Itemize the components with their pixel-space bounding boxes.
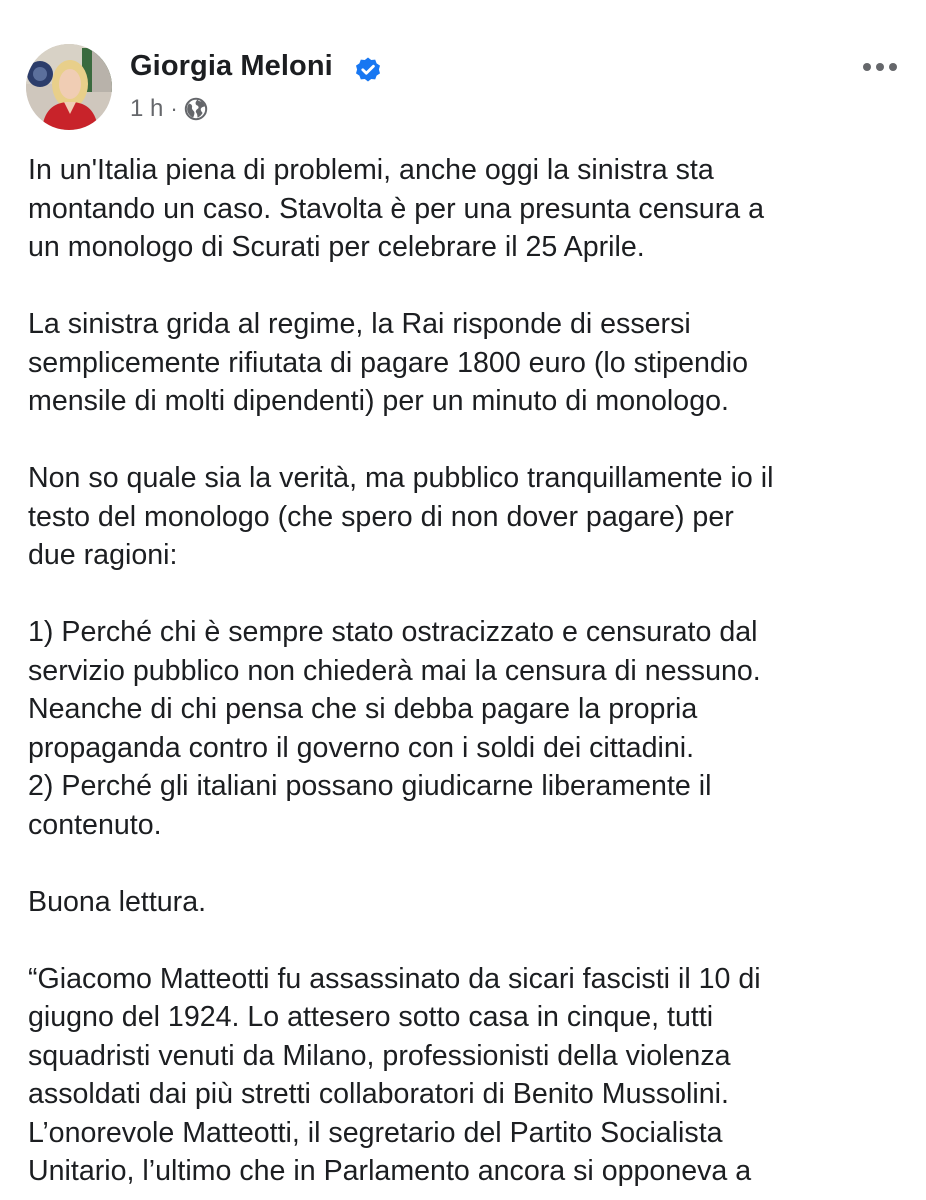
avatar[interactable] xyxy=(26,44,112,130)
meta-separator: · xyxy=(170,96,178,121)
post-meta xyxy=(130,94,208,124)
post-paragraph: Non so quale sia la verità, ma pubblico tranquillamente io il testo del monologo (che spero di non dover pagare) per due ragioni: xyxy=(28,462,774,571)
post-paragraph: 1) Perché chi è sempre stato ostracizzato e censurato dal servizio pubblico non chiederà mai la censura di nessuno. Neanche di chi pensa che si debba pagare la propria propaganda contro il governo con i soldi dei cittadini. 2) Perché gli italiani possano giudicarne liberamente il contenuto. xyxy=(28,616,761,841)
post-paragraph: In un'Italia piena di problemi, anche oggi la sinistra sta montando un caso. Stavolta è per una presunta censura a un monologo di Scurati per celebrare il 25 Aprile. xyxy=(28,154,764,263)
post-header xyxy=(0,0,926,140)
avatar-image xyxy=(26,44,112,130)
more-options-button[interactable] xyxy=(856,50,904,84)
author-name[interactable]: Giorgia Meloni xyxy=(130,50,333,82)
verified-badge-icon xyxy=(354,56,382,84)
post-paragraph: “Giacomo Matteotti fu assassinato da sicari fascisti il 10 di giugno del 1924. Lo attesero sotto casa in cinque, tutti squadristi venuti da Milano, professionisti della violenza assoldati dai più stretti collaboratori di Benito Mussolini. L’onorevole Matteotti, il segretario del Partito Socialista Unitario, l’ultimo che in Parlamento ancora si opponeva a xyxy=(28,962,761,1187)
post-paragraph: La sinistra grida al regime, la Rai risponde di essersi semplicemente rifiutata di pagare 1800 euro (lo stipendio mensile di molti dipendenti) per un minuto di monologo. xyxy=(28,308,749,417)
post-text xyxy=(28,151,908,1200)
globe-icon[interactable] xyxy=(184,97,208,121)
post-time[interactable]: 1 h xyxy=(130,95,164,122)
post-paragraph: Buona lettura. xyxy=(28,885,207,918)
more-options-icon xyxy=(862,62,898,72)
